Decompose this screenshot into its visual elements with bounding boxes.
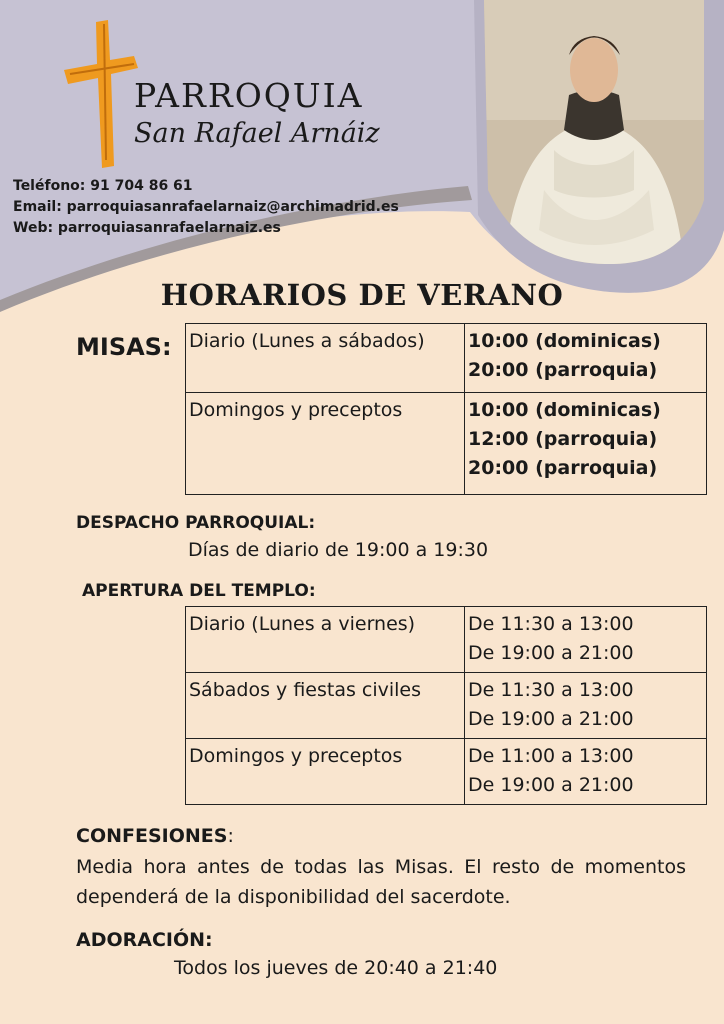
times-cell (465, 739, 707, 805)
adoracion-heading: ADORACIÓN: (76, 929, 213, 951)
cross-logo-icon (64, 20, 144, 168)
times-cell (465, 393, 707, 495)
day-cell: Diario (Lunes a viernes) (186, 607, 465, 673)
table-row (186, 324, 707, 393)
table-row (186, 673, 707, 739)
contact-block (13, 176, 399, 239)
time-entry: 10:00 (dominicas) (468, 399, 661, 421)
parish-name: PARROQUIA (134, 76, 364, 115)
time-entry: De 11:30 a 13:00 (468, 679, 634, 701)
apertura-heading: APERTURA DEL TEMPLO: (82, 581, 316, 601)
misas-label: MISAS: (76, 333, 172, 361)
confesiones-heading-text: CONFESIONES (76, 825, 228, 847)
time-entry: 20:00 (parroquia) (468, 359, 658, 381)
confesiones-text: Media hora antes de todas las Misas. El resto de momentos dependerá de la disponibilidad del sacerdote. (76, 856, 686, 908)
time-entry: 12:00 (parroquia) (468, 428, 658, 450)
table-row (186, 393, 707, 495)
contact-web: Web: parroquiasanrafaelarnaiz.es (13, 220, 281, 236)
despacho-heading: DESPACHO PARROQUIAL: (76, 513, 316, 533)
table-row (186, 739, 707, 805)
day-cell: Sábados y fiestas civiles (186, 673, 465, 739)
parish-subtitle: San Rafael Arnáiz (134, 118, 380, 149)
day-cell: Domingos y preceptos (186, 393, 465, 495)
despacho-text: Días de diario de 19:00 a 19:30 (188, 539, 489, 561)
times-cell (465, 673, 707, 739)
confesiones-colon: : (227, 825, 234, 847)
time-entry: De 11:30 a 13:00 (468, 613, 634, 635)
misas-table (185, 323, 707, 495)
adoracion-text: Todos los jueves de 20:40 a 21:40 (174, 957, 498, 979)
day-cell: Diario (Lunes a sábados) (186, 324, 465, 393)
time-entry: De 19:00 a 21:00 (468, 774, 634, 796)
table-row (186, 607, 707, 673)
time-entry: 10:00 (dominicas) (468, 330, 661, 352)
day-cell: Domingos y preceptos (186, 739, 465, 805)
time-entry: De 19:00 a 21:00 (468, 642, 634, 664)
time-entry: 20:00 (parroquia) (468, 457, 658, 479)
times-cell (465, 324, 707, 393)
contact-phone: Teléfono: 91 704 86 61 (13, 178, 193, 194)
time-entry: De 19:00 a 21:00 (468, 708, 634, 730)
confesiones-heading (76, 825, 234, 847)
time-entry: De 11:00 a 13:00 (468, 745, 634, 767)
times-cell (465, 607, 707, 673)
saint-portrait-image (484, 0, 704, 264)
page-title: HORARIOS DE VERANO (160, 278, 564, 312)
contact-email: Email: parroquiasanrafaelarnaiz@archimadrid.es (13, 199, 399, 215)
apertura-table (185, 606, 707, 805)
